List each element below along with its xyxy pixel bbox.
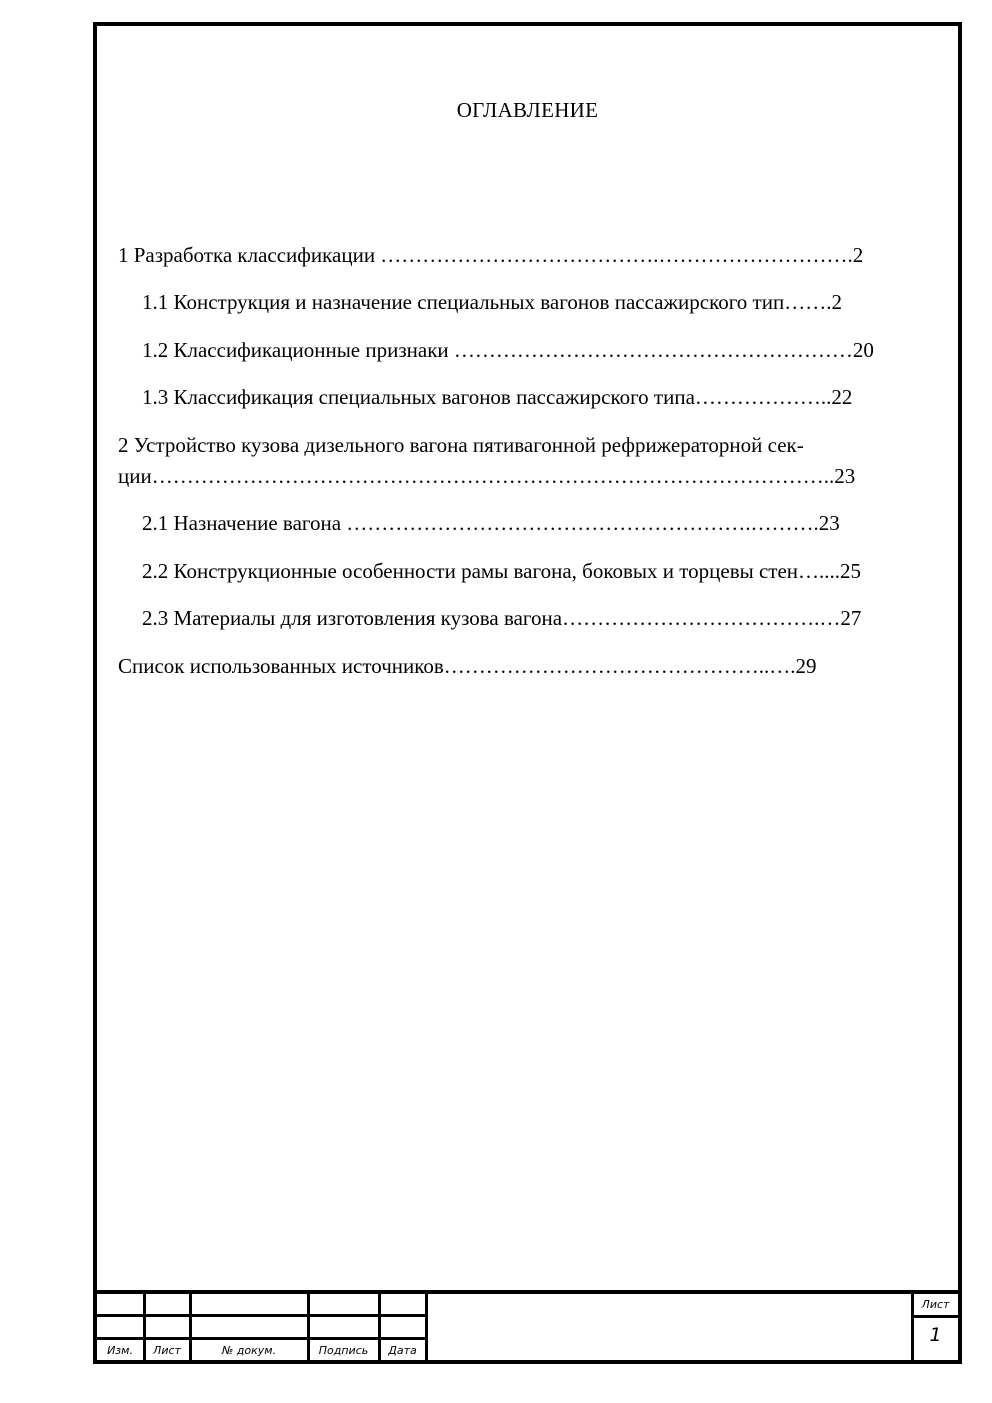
title-block-row-line	[97, 1314, 427, 1317]
toc-entry-1-2: 1.2 Классификационные признаки …………………………………………………20	[142, 338, 874, 362]
page-frame	[93, 22, 962, 1364]
list-label: Лист	[153, 1344, 181, 1357]
toc-entry-1-1: 1.1 Конструкция и назначение специальных вагонов пассажирского тип…….2	[142, 290, 842, 314]
toc-entry-2: 2 Устройство кузова дизельного вагона пятивагонной рефрижераторной сек-	[118, 433, 804, 457]
toc-entry-2-3: 2.3 Материалы для изготовления кузова вагона……………………………….…27	[142, 606, 862, 630]
izm-label: Изм.	[107, 1344, 133, 1357]
toc-entry-2-1: 2.1 Назначение вагона ………………………………………………….……….23	[142, 511, 840, 535]
toc-entry-2-2: 2.2 Конструкционные особенности рамы вагона, боковых и торцевы стен…....25	[142, 559, 862, 583]
sheet-number: 1	[929, 1324, 942, 1346]
doc-number-label: № докум.	[221, 1344, 277, 1357]
toc-entry-1: 1 Разработка классификации ………………………………….……………………….2	[118, 243, 864, 267]
title-block-divider	[425, 1294, 428, 1364]
title-block	[97, 1290, 958, 1364]
title-block-row-line	[97, 1337, 427, 1340]
toc-entry-2-cont: ции……………………………………………………………………………………..23	[118, 464, 856, 488]
date-label: Дата	[388, 1344, 417, 1357]
sheet-label: Лист	[921, 1298, 950, 1311]
toc-entry-references: Список использованных источников………………………………………..….29	[118, 654, 817, 678]
table-of-contents	[97, 26, 958, 1360]
signature-label: Подпись	[318, 1344, 369, 1357]
title-block-row-line	[911, 1315, 958, 1318]
page-title: ОГЛАВЛЕНИЕ	[456, 98, 599, 122]
toc-entry-1-3: 1.3 Классификация специальных вагонов пассажирского типа………………..22	[142, 385, 853, 409]
